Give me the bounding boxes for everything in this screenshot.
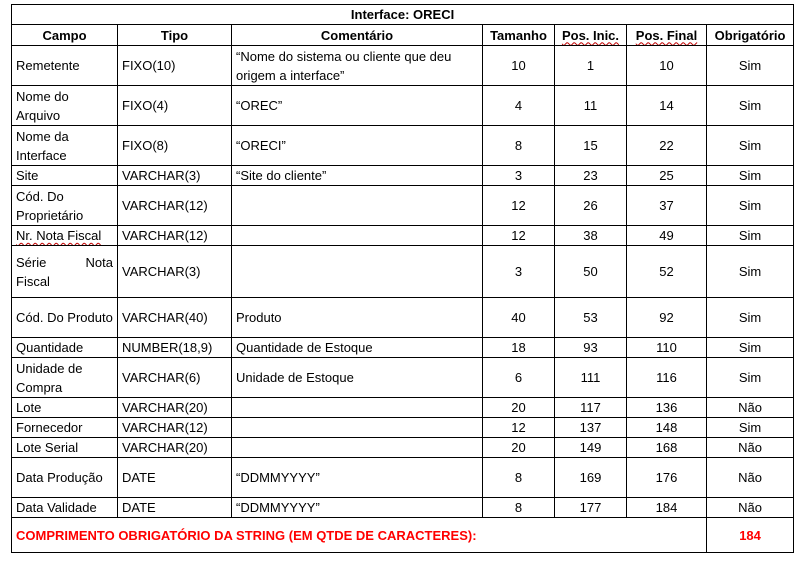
cell-tamanho: 20: [483, 398, 555, 418]
cell-tamanho: 8: [483, 498, 555, 518]
table-row: [12, 398, 794, 418]
cell-comentario: [232, 226, 483, 246]
cell-campo: [12, 226, 118, 246]
cell-campo: Série Nota Fiscal: [12, 246, 118, 298]
header-pos-final: [627, 25, 707, 46]
cell-tipo: VARCHAR(3): [118, 246, 232, 298]
cell-comentario: “DDMMYYYY”: [232, 458, 483, 498]
cell-tipo: VARCHAR(12): [118, 226, 232, 246]
cell-pos-final: 14: [627, 86, 707, 126]
table-row: [12, 46, 794, 86]
table-row: [12, 438, 794, 458]
cell-tamanho: 4: [483, 86, 555, 126]
cell-tipo: VARCHAR(40): [118, 298, 232, 338]
cell-campo: Nome da Interface: [12, 126, 118, 166]
cell-tamanho: 3: [483, 166, 555, 186]
cell-tamanho: 3: [483, 246, 555, 298]
cell-campo: Lote: [12, 398, 118, 418]
cell-obrigatorio: Não: [707, 398, 794, 418]
cell-pos-final: 22: [627, 126, 707, 166]
cell-tipo: VARCHAR(12): [118, 186, 232, 226]
table-row: [12, 246, 794, 298]
table-row: [12, 86, 794, 126]
cell-campo: Remetente: [12, 46, 118, 86]
cell-tamanho: 10: [483, 46, 555, 86]
cell-comentario: [232, 246, 483, 298]
cell-comentario: “ORECI”: [232, 126, 483, 166]
cell-pos-final: 52: [627, 246, 707, 298]
header-comentario: Comentário: [232, 25, 483, 46]
cell-obrigatorio: Não: [707, 438, 794, 458]
cell-pos-final: 176: [627, 458, 707, 498]
header-pos-inic: [555, 25, 627, 46]
cell-tipo: VARCHAR(3): [118, 166, 232, 186]
cell-campo: Site: [12, 166, 118, 186]
footer-row: [12, 518, 794, 553]
footer-total: 184: [707, 518, 794, 553]
cell-comentario: Unidade de Estoque: [232, 358, 483, 398]
cell-tamanho: 12: [483, 186, 555, 226]
cell-obrigatorio: Sim: [707, 418, 794, 438]
cell-tipo: FIXO(8): [118, 126, 232, 166]
cell-comentario: [232, 398, 483, 418]
cell-pos-final: 116: [627, 358, 707, 398]
header-tipo: Tipo: [118, 25, 232, 46]
interface-spec-table: [11, 4, 794, 553]
cell-tamanho: 18: [483, 338, 555, 358]
cell-comentario: “OREC”: [232, 86, 483, 126]
cell-tipo: DATE: [118, 498, 232, 518]
cell-obrigatorio: Sim: [707, 46, 794, 86]
cell-pos-inic: 169: [555, 458, 627, 498]
cell-comentario: “DDMMYYYY”: [232, 498, 483, 518]
cell-obrigatorio: Sim: [707, 246, 794, 298]
cell-campo: Quantidade: [12, 338, 118, 358]
cell-pos-inic: 11: [555, 86, 627, 126]
cell-obrigatorio: Sim: [707, 358, 794, 398]
cell-pos-inic: 93: [555, 338, 627, 358]
cell-pos-final: 184: [627, 498, 707, 518]
header-pos-inic-label: Pos. Inic.: [561, 27, 620, 43]
table-title: Interface: ORECI: [12, 5, 794, 25]
cell-campo: Lote Serial: [12, 438, 118, 458]
cell-obrigatorio: Sim: [707, 186, 794, 226]
cell-pos-inic: 111: [555, 358, 627, 398]
cell-tamanho: 8: [483, 458, 555, 498]
cell-pos-final: 92: [627, 298, 707, 338]
table-row: [12, 418, 794, 438]
cell-obrigatorio: Sim: [707, 338, 794, 358]
cell-campo: Data Validade: [12, 498, 118, 518]
cell-obrigatorio: Sim: [707, 226, 794, 246]
table-row: [12, 126, 794, 166]
cell-obrigatorio: Sim: [707, 298, 794, 338]
cell-pos-final: 110: [627, 338, 707, 358]
table-row: [12, 298, 794, 338]
cell-pos-inic: 177: [555, 498, 627, 518]
header-row: [12, 25, 794, 46]
cell-comentario: “Site do cliente”: [232, 166, 483, 186]
cell-tipo: VARCHAR(12): [118, 418, 232, 438]
table-row: [12, 226, 794, 246]
header-obrigatorio: Obrigatório: [707, 25, 794, 46]
cell-pos-inic: 38: [555, 226, 627, 246]
cell-pos-final: 49: [627, 226, 707, 246]
cell-tipo: VARCHAR(6): [118, 358, 232, 398]
table-row: [12, 166, 794, 186]
title-row: [12, 5, 794, 25]
cell-campo: Cód. Do Produto: [12, 298, 118, 338]
cell-obrigatorio: Não: [707, 458, 794, 498]
cell-pos-final: 10: [627, 46, 707, 86]
table-row: [12, 498, 794, 518]
header-tamanho: Tamanho: [483, 25, 555, 46]
cell-pos-final: 37: [627, 186, 707, 226]
cell-tamanho: 12: [483, 418, 555, 438]
cell-campo: Data Produção: [12, 458, 118, 498]
cell-pos-inic: 1: [555, 46, 627, 86]
header-pos-final-label: Pos. Final: [635, 27, 698, 43]
cell-tamanho: 20: [483, 438, 555, 458]
cell-pos-final: 136: [627, 398, 707, 418]
cell-campo: Cód. Do Proprietário: [12, 186, 118, 226]
cell-tipo: FIXO(4): [118, 86, 232, 126]
cell-campo: Unidade de Compra: [12, 358, 118, 398]
cell-pos-inic: 26: [555, 186, 627, 226]
cell-obrigatorio: Não: [707, 498, 794, 518]
cell-tamanho: 8: [483, 126, 555, 166]
table-row: [12, 458, 794, 498]
cell-pos-inic: 23: [555, 166, 627, 186]
cell-obrigatorio: Sim: [707, 166, 794, 186]
table-row: [12, 338, 794, 358]
footer-label: COMPRIMENTO OBRIGATÓRIO DA STRING (EM QTDE DE CARACTERES):: [12, 518, 707, 553]
cell-tamanho: 6: [483, 358, 555, 398]
cell-comentario: [232, 418, 483, 438]
cell-tipo: DATE: [118, 458, 232, 498]
table-row: [12, 358, 794, 398]
cell-pos-final: 148: [627, 418, 707, 438]
cell-comentario: Produto: [232, 298, 483, 338]
cell-pos-inic: 137: [555, 418, 627, 438]
cell-pos-final: 25: [627, 166, 707, 186]
cell-pos-inic: 149: [555, 438, 627, 458]
cell-tamanho: 12: [483, 226, 555, 246]
cell-comentario: [232, 438, 483, 458]
cell-tipo: FIXO(10): [118, 46, 232, 86]
cell-comentario: “Nome do sistema ou cliente que deu origem a interface”: [232, 46, 483, 86]
cell-comentario: Quantidade de Estoque: [232, 338, 483, 358]
cell-tamanho: 40: [483, 298, 555, 338]
cell-obrigatorio: Sim: [707, 126, 794, 166]
cell-pos-inic: 50: [555, 246, 627, 298]
cell-pos-inic: 53: [555, 298, 627, 338]
table-row: [12, 186, 794, 226]
cell-comentario: [232, 186, 483, 226]
cell-tipo: VARCHAR(20): [118, 438, 232, 458]
cell-obrigatorio: Sim: [707, 86, 794, 126]
cell-pos-inic: 117: [555, 398, 627, 418]
header-campo: Campo: [12, 25, 118, 46]
cell-campo: Fornecedor: [12, 418, 118, 438]
cell-pos-inic: 15: [555, 126, 627, 166]
cell-tipo: VARCHAR(20): [118, 398, 232, 418]
cell-campo: Nome do Arquivo: [12, 86, 118, 126]
cell-pos-final: 168: [627, 438, 707, 458]
cell-campo-text: Nr. Nota Fiscal: [16, 228, 102, 243]
cell-tipo: NUMBER(18,9): [118, 338, 232, 358]
